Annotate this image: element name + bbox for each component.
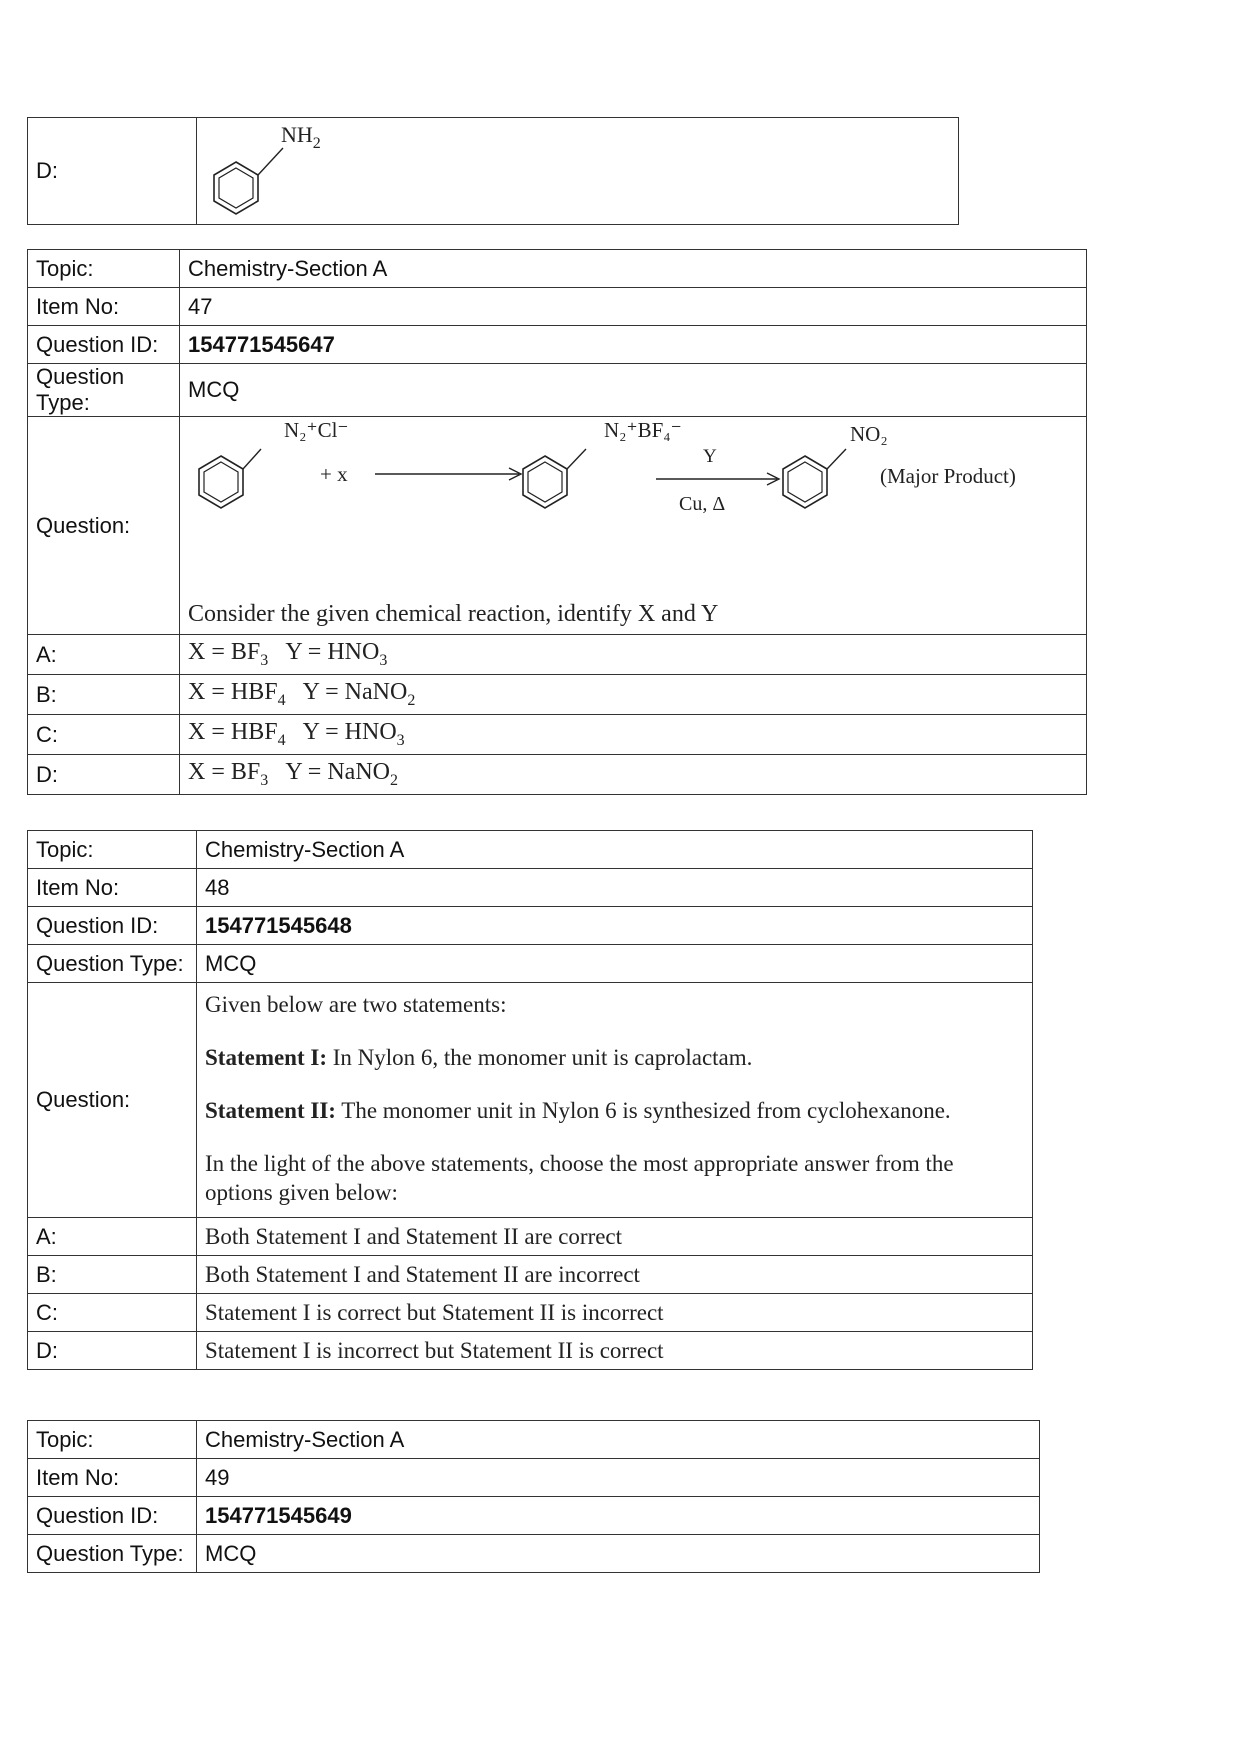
topic-label: Topic:	[28, 250, 180, 288]
option-b[interactable]: Both Statement I and Statement II are incorrect	[197, 1256, 1033, 1294]
question-id-value: 154771545649	[197, 1497, 1040, 1535]
question-text: Consider the given chemical reaction, identify X and Y	[188, 601, 719, 627]
option-b-label: B:	[28, 675, 180, 715]
svg-text:NH2: $NH_2$	[281, 122, 321, 152]
question-id-value: 154771545648	[197, 907, 1033, 945]
option-b[interactable]: $X = HBF_4$ Y = NaNO$_2$	[180, 675, 1087, 715]
topic-value: Chemistry-Section A	[197, 831, 1033, 869]
intermediate-label: N₂⁺BF₄⁻	[604, 419, 682, 442]
aniline-structure	[197, 118, 959, 225]
major-product-note: (Major Product)	[880, 464, 1016, 488]
option-d-label: D:	[28, 755, 180, 795]
benzene-ring-icon	[205, 118, 365, 218]
option-a[interactable]: Both Statement I and Statement II are correct	[197, 1218, 1033, 1256]
option-b-label: B:	[28, 1256, 197, 1294]
question-id-label: Question ID:	[28, 1497, 197, 1535]
question-body	[197, 983, 1033, 1218]
benzene-ring-icon	[783, 449, 846, 508]
benzene-ring-icon	[523, 449, 586, 508]
question-id-label: Question ID:	[28, 326, 180, 364]
item-no-label: Item No:	[28, 1459, 197, 1497]
q46-option-d-table	[27, 117, 959, 225]
question-type-label: Question Type:	[28, 945, 197, 983]
topic-value: Chemistry-Section A	[197, 1421, 1040, 1459]
question-type-value: MCQ	[180, 364, 1087, 417]
arrow-right-icon	[656, 473, 779, 485]
item-no-label: Item No:	[28, 288, 180, 326]
plus-x: + x	[320, 462, 348, 486]
option-d[interactable]: $X = BF_3$ Y = NaNO$_2$	[180, 755, 1087, 795]
question-type-label: Question Type:	[28, 1535, 197, 1573]
reactant-label: N₂⁺Cl⁻	[284, 419, 349, 442]
option-a[interactable]: $X = BF_3$ $Y = HNO_3$	[180, 635, 1087, 675]
statement-1: Statement I: In Nylon 6, the monomer unit is caprolactam.	[205, 1044, 753, 1070]
question-label: Question:	[28, 983, 197, 1218]
option-c-label: C:	[28, 1294, 197, 1332]
option-d[interactable]: Statement I is incorrect but Statement II is correct	[197, 1332, 1033, 1370]
product-label: NO₂	[850, 422, 888, 446]
option-c[interactable]: Statement I is correct but Statement II is incorrect	[197, 1294, 1033, 1332]
option-a-label: A:	[28, 635, 180, 675]
item-no-value: 49	[197, 1459, 1040, 1497]
statement-2: Statement II: The monomer unit in Nylon 6 is synthesized from cyclohexanone.	[205, 1097, 951, 1123]
reaction-scheme	[188, 419, 1078, 589]
question-label: Question:	[28, 417, 180, 635]
question-49-table	[27, 1420, 1040, 1573]
option-label: D:	[28, 118, 197, 225]
benzene-ring-icon	[199, 449, 261, 508]
question-48-table	[27, 830, 1033, 1370]
arrow-right-icon	[375, 468, 521, 480]
question-type-value: MCQ	[197, 1535, 1040, 1573]
item-no-value: 48	[197, 869, 1033, 907]
item-no-label: Item No:	[28, 869, 197, 907]
question-47-table	[27, 249, 1087, 795]
question-type-value: MCQ	[197, 945, 1033, 983]
option-c-label: C:	[28, 715, 180, 755]
reagent-cu-heat: Cu, Δ	[679, 493, 726, 515]
topic-label: Topic:	[28, 831, 197, 869]
topic-value: Chemistry-Section A	[180, 250, 1087, 288]
item-no-value: 47	[180, 288, 1087, 326]
outro-text: In the light of the above statements, choose the most appropriate answer from the options given below:	[205, 1150, 954, 1205]
topic-label: Topic:	[28, 1421, 197, 1459]
option-a-label: A:	[28, 1218, 197, 1256]
question-body	[180, 417, 1087, 635]
reagent-y: Y	[703, 446, 717, 467]
option-c[interactable]: $X = HBF_4$ $Y = HNO_3$	[180, 715, 1087, 755]
option-d-label: D:	[28, 1332, 197, 1370]
intro-text: Given below are two statements:	[205, 991, 507, 1017]
question-id-value: 154771545647	[180, 326, 1087, 364]
question-type-label: Question Type:	[28, 364, 180, 417]
question-id-label: Question ID:	[28, 907, 197, 945]
